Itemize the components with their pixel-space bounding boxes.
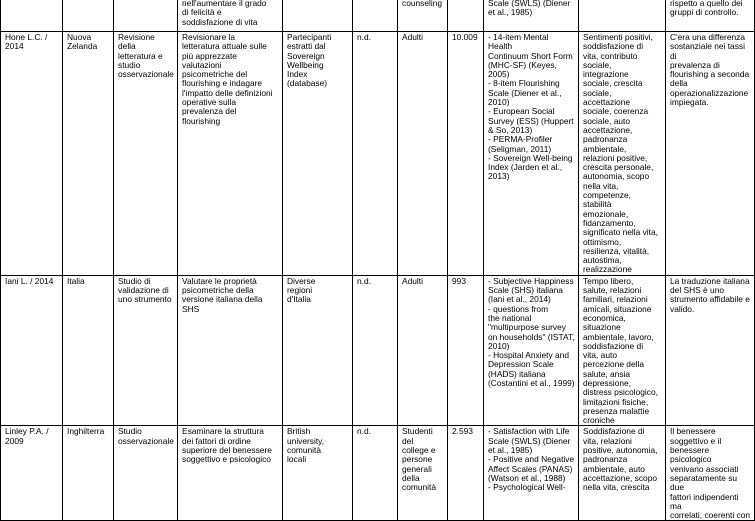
cell-country: Nuova Zelanda: [63, 32, 114, 276]
cell-results: Il benessere soggettivo e il benessere psicologico venivano associati separatamente su due fattori indipendenti ma correlati, coerenti con: [666, 426, 755, 521]
cell-nd: n.d.: [353, 275, 398, 426]
table-row: [1, 426, 755, 521]
cell-instruments: - 14-item Mental Health Continuum Short Form (MHC-SF) (Keyes, 2005) - 8-item Flourishing Scale (Diener et al., 2010) - European Social Survey (ESS) (Huppert & So, 2013) - PERMA-Profiler (Seligman, 2011) - Sovereign Well-being Index (Jarden et al., 2013): [484, 32, 579, 276]
cell-sample: [448, 0, 484, 32]
cell-results: La traduzione italiana del SHS è uno strumento affidabile e valido.: [666, 275, 755, 426]
cell-instruments: Scale (SWLS) (Diener et al., 1985): [484, 0, 579, 32]
cell-sample: 10.009: [448, 32, 484, 276]
cell-objective: Esaminare la struttura dei fattori di ordine superiore del benessere soggettivo e psicologico: [178, 426, 283, 521]
cell-population: counseling: [398, 0, 448, 32]
cell-instruments: - Satisfaction with Life Scale (SWLS) (Diener et al., 1985) - Positive and Negative Affect Scales (PANAS) (Watson et al., 1988) - Psychological Well-: [484, 426, 579, 521]
cell-author: Linley P.A. / 2009: [1, 426, 63, 521]
table-row: [1, 32, 755, 276]
cell-design: [114, 0, 178, 32]
cell-country: Inghilterra: [63, 426, 114, 521]
cell-design: Revisione della letteratura e studio osservazionale: [114, 32, 178, 276]
cell-setting: [283, 0, 353, 32]
cell-dimensions: Tempo libero, salute, relazioni familiari, relazioni amicali, situazione economica, situazione ambientale, lavoro, soddisfazione di vita, auto percezione della salute, ansia depressione, distress psicologico, limitazioni fisiche, presenza malattie croniche: [579, 275, 666, 426]
cell-instruments: - Subjective Happiness Scale (SHS) italiana (Iani et al., 2014) - questions from the national "multipurpose survey on households" (ISTAT, 2010) - Hospital Anxiety and Depression Scale (HADS) italiana (Costantini et al., 1999): [484, 275, 579, 426]
table-row: [1, 0, 755, 32]
cell-setting: Diverse regioni d'Italia: [283, 275, 353, 426]
table-row: [1, 275, 755, 426]
cell-objective: Valutare le proprietà psicometriche della versione italiana della SHS: [178, 275, 283, 426]
cell-setting: British university, comunità locali: [283, 426, 353, 521]
cell-results: rispetto a quello dei gruppi di controllo.: [666, 0, 755, 32]
cell-sample: 993: [448, 275, 484, 426]
cell-design: Studio di validazione di uno strumento: [114, 275, 178, 426]
cell-dimensions: [579, 0, 666, 32]
cell-sample: 2.593: [448, 426, 484, 521]
cell-author: [1, 0, 63, 32]
cell-country: [63, 0, 114, 32]
cell-dimensions: Sentimenti positivi, soddisfazione di vita, contributo sociale, integrazione sociale, crescita sociale, accettazione sociale, coerenza sociale, auto accettazione, padronanza ambientale, relazioni positive, crescita personale, autonomia, scopo nella vita, competenze, stabilità emozionale, fidanzamento, significato nella vita, ottimismo, resilienza, vitalità, autostima, realizzazione: [579, 32, 666, 276]
cell-author: Iani L. / 2014: [1, 275, 63, 426]
cell-nd: n.d.: [353, 426, 398, 521]
cell-results: C'era una differenza sostanziale nei tassi di prevalenza di flourishing a seconda della operazionalizzazione impiegata.: [666, 32, 755, 276]
cell-setting: Partecipanti estratti dal Sovereign Wellbeing Index (database): [283, 32, 353, 276]
cell-population: Studenti del college e persone generali della comunità: [398, 426, 448, 521]
cell-population: Adulti: [398, 275, 448, 426]
cell-nd: [353, 0, 398, 32]
cell-population: Adulti: [398, 32, 448, 276]
cell-country: Italia: [63, 275, 114, 426]
cell-objective: Revisionare la letteratura attuale sulle più apprezzate valutazioni psicometriche del flourishing e indagare l'impatto delle definizioni operative sulla prevalenza del flourishing: [178, 32, 283, 276]
cell-nd: n.d.: [353, 32, 398, 276]
cell-author: Hone L.C. / 2014: [1, 32, 63, 276]
cell-objective: nell'aumentare il grado di felicità e soddisfazione di vita: [178, 0, 283, 32]
cell-dimensions: Soddisfazione di vita, relazioni positive, autonomia, padronanza ambientale, auto accettazione, scopo nella vita, crescita: [579, 426, 666, 521]
cell-design: Studio osservazionale: [114, 426, 178, 521]
